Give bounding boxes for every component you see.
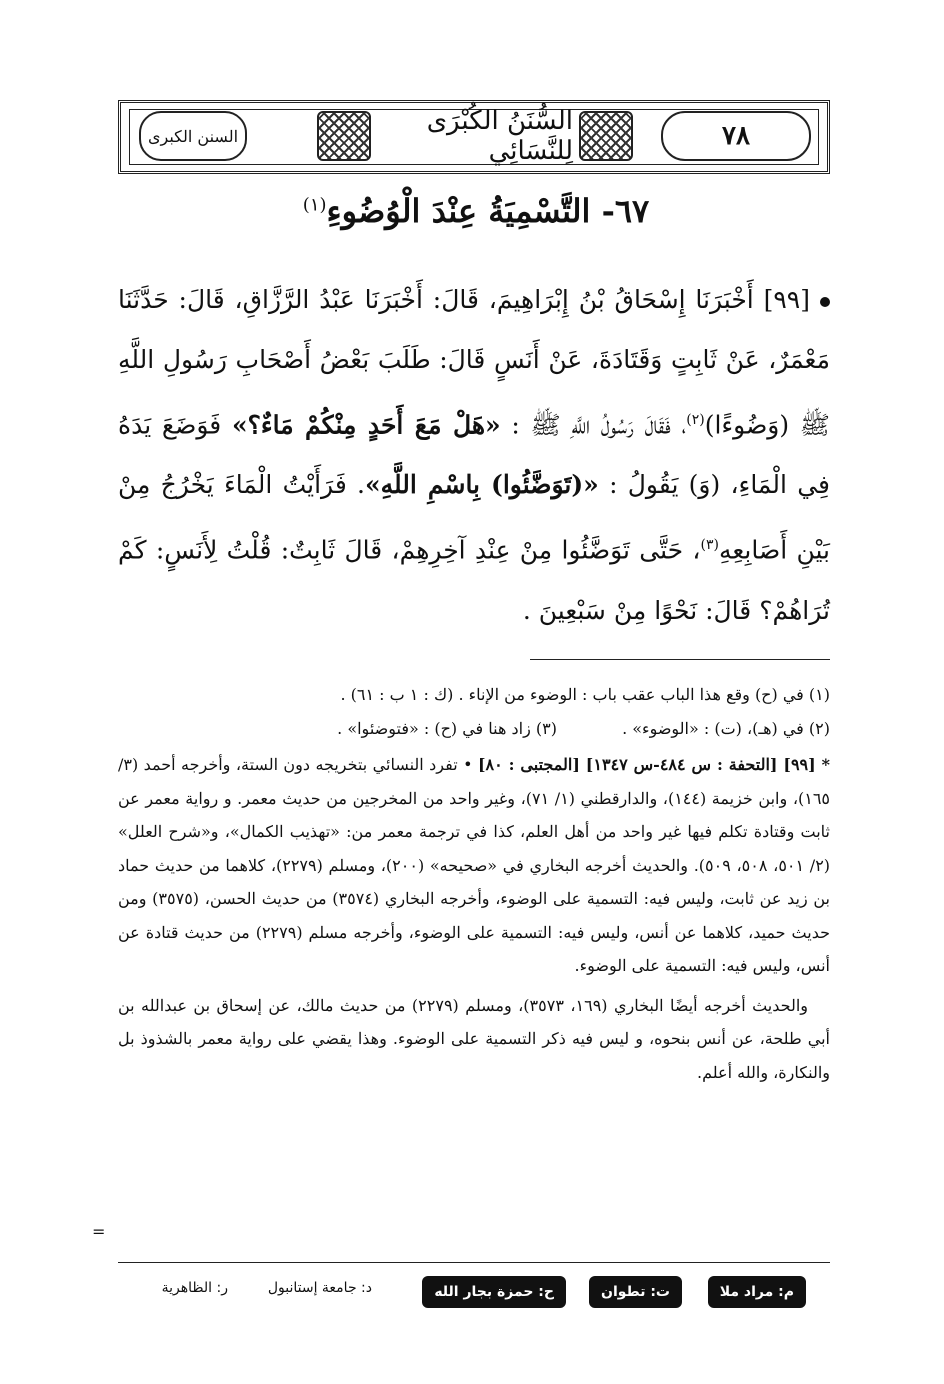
manuscript-tag-h: ح: حمزة بجار الله [422,1276,566,1308]
footnote-3: (٣) زاد هنا في (ح) : «فتوضئوا» . [337,719,557,738]
footer-divider [118,1262,830,1263]
hadith-isnad: أَخْبَرَنَا إِسْحَاقُ بْنُ إِبْرَاهِيمَ، قَالَ: أَخْبَرَنَا عَبْدُ الرَّزَّاقِ، قَالَ: حَدَّثَنَا مَعْمَرٌ، عَنْ ثَابِتٍ وَقَتَادَةَ، عَنْ أَنَسٍ قَالَ: طَلَبَ بَعْضُ أَصْحَابِ رَسُولِ اللَّهِ ﷺ (وَضُوءًا) [118,285,831,440]
commentary [118,748,830,1089]
page-header [118,100,830,174]
hadith-text [118,270,830,641]
hadith-part-4: . فَرَأَيْتُ الْمَاءَ يَخْرُجُ مِنْ بَيْنِ أَصَابِعِهِ [118,470,830,565]
hadith-quote-1: «هَلْ مَعَ أَحَدٍ مِنْكُمْ مَاءٌ؟» [231,410,501,440]
commentary-body-1: وأخرجه أحمد (٣/ ١٦٥)، وابن خزيمة (١٤٤)، والدارقطني (١/ ٧١)، وغير واحد من المخرجين من حديث معمر. و رواية معمر عن ثابت وقتادة تكلم فيها غير واحد من أهل العلم، كذا في ترجمة معمر من: «تهذيب الكمال»، و«شرح العلل» (٢/ ٥٠١، ٥٠٨، ٥٠٩). والحديث أخرجه البخاري في «صحيحه» (٢٠٠)، ومسلم (٢٢٧٩)، كلاهما من حديث حماد بن زيد عن ثابت، وليس فيه: التسمية على الوضوء، وأخرجه البخاري (٣٥٧٤) من حديث الحسن، (٣٥٧٥) ومن حديث حميد، كلاهما عن أنس، وليس فيه: التسمية على الوضوء، وأخرجه مسلم (٢٢٧٩) من حديث قتادة عن أنس، وليس فيه: التسمية على الوضوء. [118,755,831,975]
footnote-ref-2: (٢) [686,412,705,428]
commentary-head: * [٩٩] [التحفة : س ٤٨٤-س ١٣٤٧] [المجتبى : ٨٠] [477,755,830,774]
continuation-mark: = [92,1222,106,1241]
footnote-divider [530,659,830,660]
chapter-footnote-ref: (١) [302,194,327,216]
commentary-lead: • تفرد النسائي بتخريجه دون الستة، [235,755,473,774]
hadith-quote-2: «(تَوَضَّئُوا) بِاسْمِ اللَّهِ» [364,470,599,500]
manuscript-tag-t: ت: تطوان [589,1276,682,1308]
book-logo [139,111,247,161]
page-number: ٧٨ [661,111,811,161]
book-logo-text: السنن الكبرى [147,126,239,146]
manuscript-tag-m: م: مراد ملا [708,1276,806,1308]
chapter-title-text: ٦٧- التَّسْمِيَةُ عِنْدَ الْوُضُوءِ [326,192,650,230]
commentary-para-1 [118,748,830,983]
manuscript-label-d: د: جامعة إستانبول [267,1280,372,1296]
book-title: السُّنَنُ الكُبْرَى لِلنَّسَائِي [426,106,573,166]
footnote-row-2 [118,712,830,746]
commentary-para-2: والحديث أخرجه أيضًا البخاري (١٦٩، ٣٥٧٣)، ومسلم (٢٢٧٩) من حديث مالك، عن إسحاق بن عبدالله بن أبي طلحة، عن أنس بنحوه، و ليس فيه ذكر التسمية على الوضوء. وهذا يقضي على رواية معمر بالشذوذ بل والنكارة، والله أعلم. [118,995,830,1082]
hadith-part-3: فَوَضَعَ يَدَهُ فِي الْمَاءِ، (وَ) يَقُولُ : [118,410,830,500]
ornament-icon [579,111,633,161]
footnote-2: (٢) في (هـ)، (ت) : «الوضوء» . [622,719,830,738]
ornament-icon [317,111,371,161]
manuscript-label-r: ر: الظاهرية [161,1280,228,1296]
bullet-icon [820,297,830,307]
hadith-part-5: ، حَتَّى تَوَضَّئُوا مِنْ عِنْدِ آخِرِهِمْ، قَالَ ثَابِتٌ: قُلْتُ لِأَنَسٍ: كَمْ تُرَاهُمْ؟ قَالَ: نَحْوًا مِنْ سَبْعِينَ . [118,535,830,625]
hadith-part-2: ، فَقَالَ رَسُولُ اللَّهِ ﷺ : [511,410,687,440]
footnote-ref-3: (٣) [700,537,719,554]
hadith-number: [٩٩] [763,285,810,314]
footnote-1: (١) في (ح) وقع هذا الباب عقب باب : الوضوء من الإناء . (ك : ١ ب : ٦١) . [340,685,830,704]
chapter-title [120,192,832,230]
manuscript-legend [118,1274,830,1314]
